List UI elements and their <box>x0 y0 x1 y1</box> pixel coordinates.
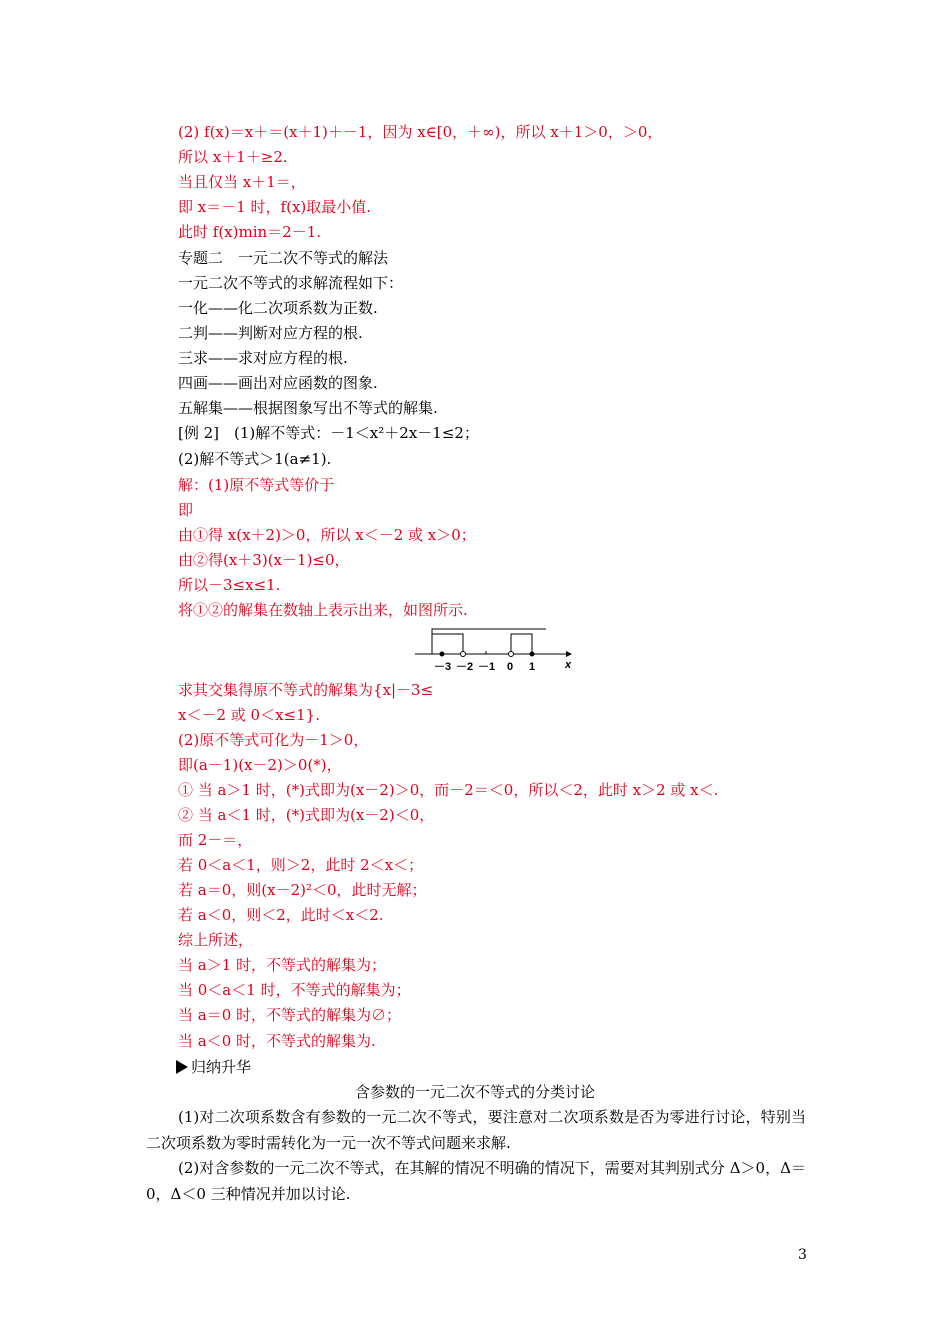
triangle-bullet-icon <box>176 1060 188 1074</box>
line-8: 一化——化二次项系数为正数. <box>178 299 378 317</box>
part2-line-12: 当 a＝0 时，不等式的解集为∅； <box>178 1006 402 1024</box>
part2-line-9: 综上所述， <box>178 931 254 949</box>
solution-line-4: 由②得(x＋3)(x－1)≤0， <box>178 551 350 569</box>
part2-line-7: 若 a＝0，则(x－2)²＜0，此时无解； <box>178 881 427 899</box>
tick-label-neg3: －3 <box>434 661 452 673</box>
result-line-1: 求其交集得原不等式的解集为{x|－3≤ <box>178 681 434 699</box>
part2-line-11: 当 0＜a＜1 时，不等式的解集为； <box>178 981 411 999</box>
part2-line-6: 若 0＜a＜1，则＞2，此时 2＜x＜； <box>178 856 424 874</box>
part2-line-1: (2)原不等式可化为－1＞0， <box>178 731 369 749</box>
number-line-figure <box>410 624 580 676</box>
section-heading: 专题二 一元二次不等式的解法 <box>178 249 389 267</box>
part2-line-8: 若 a＜0，则＜2，此时＜x＜2. <box>178 906 384 924</box>
summary-title: 含参数的一元二次不等式的分类讨论 <box>354 1083 595 1101</box>
part2-line-10: 当 a＞1 时，不等式的解集为； <box>178 956 387 974</box>
line-7: 一元二次不等式的求解流程如下： <box>178 274 404 292</box>
part2-line-5: 而 2－＝， <box>178 831 253 849</box>
solution-line-5: 所以－3≤x≤1. <box>178 576 281 594</box>
line-4: 即 x＝－1 时，f(x)取最小值. <box>178 198 372 216</box>
example-line-1: [例 2] (1)解不等式：－1＜x²＋2x－1≤2； <box>178 424 479 442</box>
line-1: (2) f(x)＝x＋＝(x＋1)＋－1，因为 x∈[0，＋∞)，所以 x＋1＞0，＞0， <box>178 123 663 141</box>
part2-line-4: ② 当 a＜1 时，(*)式即为(x－2)＜0， <box>178 806 435 824</box>
solution-line-2: 即 <box>178 501 194 519</box>
part2-line-2: 即(a－1)(x－2)＞0(*)， <box>178 756 342 774</box>
tick-label-1: 1 <box>529 661 536 673</box>
tick-label-neg1: －1 <box>478 661 496 673</box>
page-number: 3 <box>798 1247 807 1263</box>
part2-line-13: 当 a＜0 时，不等式的解集为. <box>178 1032 376 1050</box>
part2-line-3: ① 当 a＞1 时，(*)式即为(x－2)＞0，而－2＝＜0，所以＜2，此时 x＞2 或 x＜. <box>178 781 719 799</box>
line-12: 五解集——根据图象写出不等式的解集. <box>178 399 438 417</box>
solution-line-3: 由①得 x(x＋2)＞0，所以 x＜－2 或 x＞0； <box>178 526 476 544</box>
line-2: 所以 x＋1＋≥2. <box>178 148 288 166</box>
example-line-2: (2)解不等式＞1(a≠1). <box>178 450 332 468</box>
summary-paragraph-1: (1)对二次项系数含有参数的一元二次不等式，要注意对二次项系数是否为零进行讨论，特别当二次项系数为零时需转化为一元一次不等式问题来求解. <box>146 1108 806 1152</box>
line-10: 三求——求对应方程的根. <box>178 349 348 367</box>
line-5: 此时 f(x)min＝2－1. <box>178 223 322 241</box>
summary-heading-text: 归纳升华 <box>191 1058 252 1076</box>
line-3: 当且仅当 x＋1＝， <box>178 173 306 191</box>
summary-heading <box>176 1057 251 1077</box>
axis-label-x: x <box>565 659 572 671</box>
result-line-2: x＜－2 或 0＜x≤1}. <box>178 706 320 724</box>
solution-line-6: 将①②的解集在数轴上表示出来，如图所示. <box>178 601 468 619</box>
line-11: 四画——画出对应函数的图象. <box>178 374 378 392</box>
solution-line-1: 解：(1)原不等式等价于 <box>178 476 335 494</box>
summary-paragraph-2: (2)对含参数的一元二次不等式，在其解的情况不明确的情况下，需要对其判别式分 Δ＞0，Δ＝0，Δ＜0 三种情况并加以讨论. <box>146 1159 806 1203</box>
tick-label-0: 0 <box>507 661 514 673</box>
tick-label-neg2: －2 <box>456 661 474 673</box>
line-9: 二判——判断对应方程的根. <box>178 324 363 342</box>
